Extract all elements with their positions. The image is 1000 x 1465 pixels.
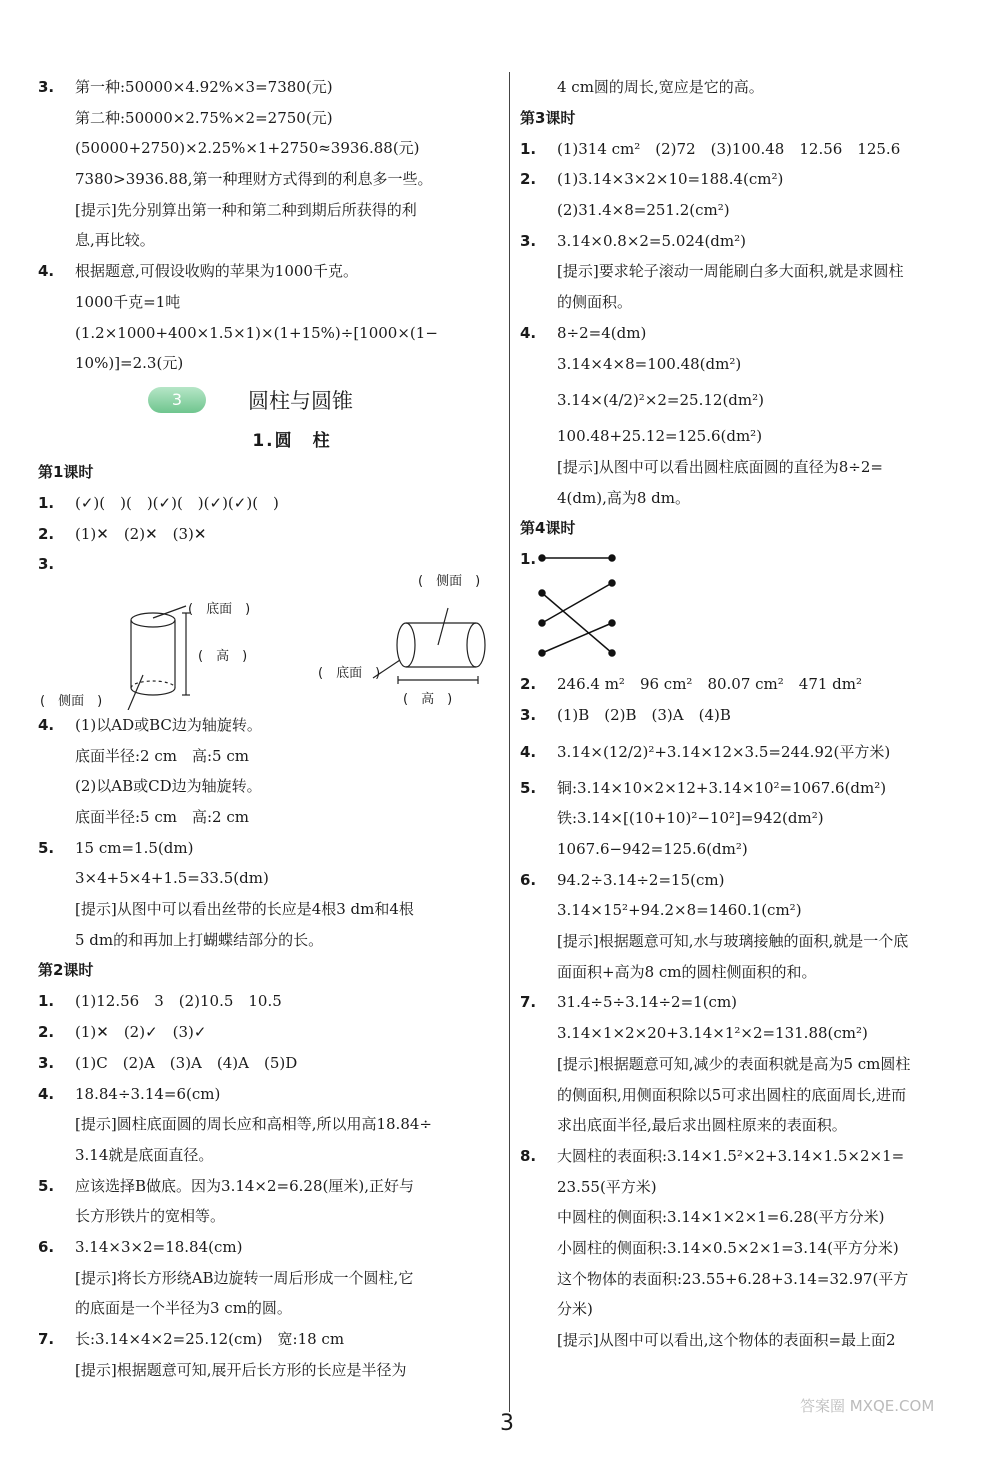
question-8: 8. 大圆柱的表面积:3.14×1.5²×2+3.14×1.5×2×1=	[520, 1146, 905, 1165]
hint-line: [提示]将长方形绕AB边旋转一周后形成一个圆柱,它	[75, 1268, 414, 1287]
lesson-3-title: 第3课时	[520, 108, 576, 127]
question-3: 3.	[38, 555, 55, 574]
answer-line: (2)以AB或CD边为轴旋转。	[75, 777, 262, 796]
hint-line: [提示]圆柱底面圆的周长应和高相等,所以用高18.84÷	[75, 1115, 432, 1134]
hint-line: [提示]从图中可以看出圆柱底面圆的直径为8÷2=	[557, 457, 883, 476]
answer-line: 7380>3936.88,第一种理财方式得到的利息多一些。	[75, 170, 433, 189]
question-7: 7. 长:3.14×4×2=25.12(cm) 宽:18 cm	[38, 1330, 345, 1348]
question-5: 5. 应该选择B做底。因为3.14×2=6.28(厘米),正好与	[38, 1176, 414, 1195]
hint-line: 3.14就是底面直径。	[75, 1145, 214, 1164]
label-bottom-1: ( 底面 )	[188, 601, 251, 617]
answer-line: 1000千克=1吨	[75, 292, 181, 311]
hint-line: [提示]根据题意可知,展开后长方形的长应是半径为	[75, 1360, 407, 1379]
watermark: 答案圈 MXQE.COM	[800, 1397, 935, 1415]
answer-line: 铁:3.14×[(10+10)²−10²]=942(dm²)	[557, 809, 824, 828]
answer-line: (2)31.4×8=251.2(cm²)	[557, 201, 730, 220]
answer-line: 3.14×15²+94.2×8=1460.1(cm²)	[557, 901, 802, 920]
question-2: 2. (1)✕ (2)✕ (3)✕	[38, 524, 207, 543]
label-side-2: ( 侧面 )	[418, 573, 481, 589]
hint-line: [提示]从图中可以看出丝带的长应是4根3 dm和4根	[75, 900, 414, 919]
hint-line: 求出底面半径,最后求出圆柱原来的表面积。	[557, 1116, 847, 1135]
section-title: 1.圆 柱	[252, 430, 332, 451]
question-1: 1.	[520, 544, 970, 669]
answer-line: 底面半径:5 cm 高:2 cm	[75, 808, 249, 826]
question-4: 4. 8÷2=4(dm)	[520, 323, 647, 342]
question-4: 4. (1)以AD或BC边为轴旋转。	[38, 715, 262, 734]
answer-line: 这个物体的表面积:23.55+6.28+3.14=32.97(平方	[557, 1269, 909, 1288]
column-divider	[509, 72, 510, 1412]
question-4: 4. 3.14×(12/2)²+3.14×12×3.5=244.92(平方米)	[520, 742, 891, 761]
question-4: 4. 根据题意,可假设收购的苹果为1000千克。	[38, 262, 358, 281]
upright-cylinder-shape	[126, 606, 190, 710]
answer-line: 3×4+5×4+1.5=33.5(dm)	[75, 869, 269, 888]
hint-line: [提示]根据题意可知,减少的表面积就是高为5 cm圆柱	[557, 1054, 911, 1073]
answer-line: 长方形铁片的宽相等。	[75, 1207, 226, 1226]
question-3: 3. 3.14×0.8×2=5.024(dm²)	[520, 231, 746, 250]
answer-line: 底面半径:2 cm 高:5 cm	[75, 746, 249, 765]
answer-line: 3.14×(4/2)²×2=25.12(dm²)	[557, 391, 764, 410]
answer-line: 小圆柱的侧面积:3.14×0.5×2×1=3.14(平方分米)	[557, 1238, 899, 1257]
chapter-header	[38, 379, 506, 425]
hint-line: 4(dm),高为8 dm。	[557, 488, 690, 507]
question-6: 6. 3.14×3×2=18.84(cm)	[38, 1237, 243, 1256]
answer-line: 3.14×1×2×20+3.14×1²×2=131.88(cm²)	[557, 1024, 868, 1043]
answer-line: 23.55(平方米)	[557, 1177, 657, 1196]
answer-line: 3.14×4×8=100.48(dm²)	[557, 354, 742, 373]
answer-line: (50000+2750)×2.25%×1+2750≈3936.88(元)	[75, 139, 420, 158]
lesson-4-title: 第4课时	[520, 519, 576, 538]
chapter-badge: 3	[148, 387, 206, 413]
page-number: 3	[500, 1411, 514, 1436]
question-1: 1. (✓)( )( )(✓)( )(✓)(✓)( )	[38, 493, 279, 512]
question-7: 7. 31.4÷5÷3.14÷2=1(cm)	[520, 993, 738, 1012]
continued-line: 4 cm圆的周长,宽应是它的高。	[557, 78, 764, 96]
hint-line: 5 dm的和再加上打蝴蝶结部分的长。	[75, 930, 324, 949]
answer-line: 分米)	[557, 1300, 593, 1319]
hint-line: 的侧面积,用侧面积除以5可求出圆柱的底面周长,进而	[557, 1085, 907, 1104]
question-2: 2. (1)✕ (2)✓ (3)✓	[38, 1023, 207, 1042]
question-3: 3. 第一种:50000×4.92%×3=7380(元)	[38, 78, 333, 96]
matching-lines-figure	[534, 548, 654, 668]
hint-line: 的底面是一个半径为3 cm的圆。	[75, 1299, 292, 1318]
question-5: 5. 铜:3.14×10×2×12+3.14×10²=1067.6(dm²)	[520, 778, 887, 797]
answer-line: 1067.6−942=125.6(dm²)	[557, 840, 748, 858]
right-column	[520, 72, 970, 1356]
question-4: 4. 18.84÷3.14=6(cm)	[38, 1084, 221, 1103]
left-column	[38, 72, 506, 1385]
hint-line: 息,再比较。	[75, 231, 155, 250]
answer-line: 100.48+25.12=125.6(dm²)	[557, 427, 763, 446]
hint-line: 的侧面积。	[557, 293, 633, 312]
answer-line: 中圆柱的侧面积:3.14×1×2×1=6.28(平方分米)	[557, 1208, 885, 1227]
chapter-title: 圆柱与圆锥	[248, 388, 353, 413]
hint-line: 面面积+高为8 cm的圆柱侧面积的和。	[557, 962, 817, 981]
cylinder-diagram	[38, 573, 506, 710]
question-1: 1. (1)314 cm² (2)72 (3)100.48 12.56 125.6	[520, 139, 901, 158]
question-3: 3. (1)C (2)A (3)A (4)A (5)D	[38, 1053, 298, 1072]
answer-line: 10%)]=2.3(元)	[75, 354, 184, 373]
label-bottom-2: ( 底面 )	[318, 665, 381, 681]
answer-line: (1.2×1000+400×1.5×1)×(1+15%)÷[1000×(1−	[75, 323, 438, 342]
horizontal-cylinder-shape	[373, 608, 485, 684]
question-2: 2. 246.4 m² 96 cm² 80.07 cm² 471 dm²	[520, 675, 863, 694]
question-1: 1. (1)12.56 3 (2)10.5 10.5	[38, 992, 282, 1011]
label-side-1: ( 侧面 )	[40, 693, 103, 709]
lesson-1-title: 第1课时	[38, 462, 94, 481]
label-height-2: ( 高 )	[403, 691, 453, 707]
label-height-1: ( 高 )	[198, 648, 248, 664]
hint-line: [提示]根据题意可知,水与玻璃接触的面积,就是一个底	[557, 932, 909, 951]
question-2: 2. (1)3.14×3×2×10=188.4(cm²)	[520, 170, 784, 189]
question-5: 5. 15 cm=1.5(dm)	[38, 838, 194, 857]
hint-line: [提示]先分别算出第一种和第二种到期后所获得的利	[75, 200, 417, 219]
question-3: 3. (1)B (2)B (3)A (4)B	[520, 705, 731, 724]
answer-line: 第二种:50000×2.75%×2=2750(元)	[75, 108, 333, 127]
lesson-2-title: 第2课时	[38, 961, 94, 980]
hint-line: [提示]从图中可以看出,这个物体的表面积=最上面2	[557, 1331, 896, 1349]
hint-line: [提示]要求轮子滚动一周能刷白多大面积,就是求圆柱	[557, 262, 904, 281]
question-6: 6. 94.2÷3.14÷2=15(cm)	[520, 870, 725, 889]
